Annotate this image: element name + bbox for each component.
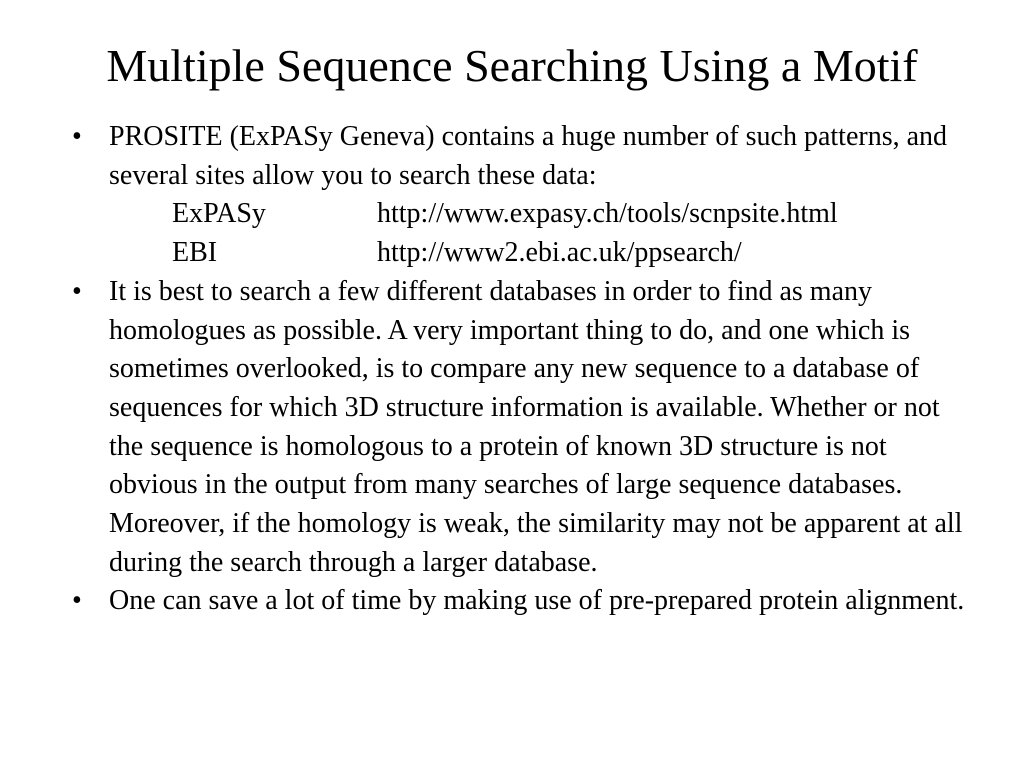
bullet-item-databases <box>72 273 972 583</box>
bullet-icon: • <box>72 275 82 307</box>
bullet-icon: • <box>72 585 82 617</box>
site-name: EBI <box>172 237 218 269</box>
bullet-text: It is best to search a few different databases in order to find as many homologues as possible. A very important thing to do, and one which is sometimes overlooked, is to compare any new sequence to a database of sequences for which 3D structure information is available. Whether or not the sequence is homologous to a protein of known 3D structure is not obvious in the output from many searches of large sequence databases. Moreover, if the homology is weak, the similarity may not be apparent at all during the search through a larger database. <box>109 275 963 578</box>
site-row-expasy <box>109 195 972 234</box>
site-url: http://www2.ebi.ac.uk/ppsearch/ <box>377 237 742 269</box>
bullet-list <box>72 118 972 621</box>
bullet-item-prosite <box>72 118 972 273</box>
bullet-text: PROSITE (ExPASy Geneva) contains a huge number of such patterns, and several sites allow you to search these data: <box>109 121 948 191</box>
bullet-text: One can save a lot of time by making use of pre-prepared protein alignment. <box>109 585 965 617</box>
site-url: http://www.expasy.ch/tools/scnpsite.html <box>377 198 838 230</box>
bullet-item-alignment <box>72 582 972 621</box>
site-name: ExPASy <box>172 198 266 230</box>
slide-title: Multiple Sequence Searching Using a Motif <box>106 40 918 91</box>
bullet-icon: • <box>72 121 82 152</box>
site-row-ebi <box>109 234 972 273</box>
